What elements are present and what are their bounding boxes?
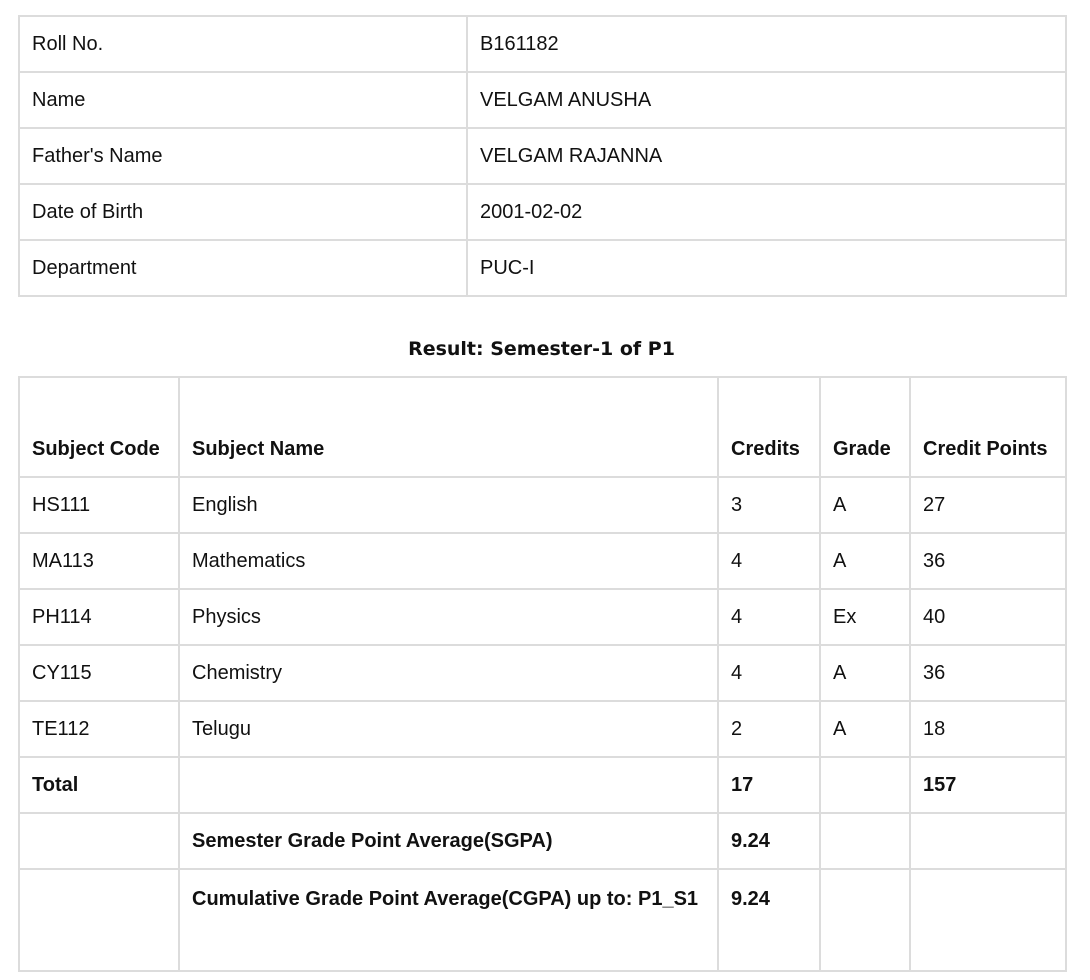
cgpa-empty-cell bbox=[19, 869, 179, 971]
subject-grade: A bbox=[820, 701, 910, 757]
info-label: Date of Birth bbox=[19, 184, 467, 240]
total-empty-cell bbox=[179, 757, 718, 813]
subject-credits: 2 bbox=[718, 701, 820, 757]
subject-points: 27 bbox=[910, 477, 1066, 533]
subject-name: Telugu bbox=[179, 701, 718, 757]
total-label: Total bbox=[19, 757, 179, 813]
subject-name: Physics bbox=[179, 589, 718, 645]
subject-points: 36 bbox=[910, 533, 1066, 589]
subject-code: CY115 bbox=[19, 645, 179, 701]
subject-code: HS111 bbox=[19, 477, 179, 533]
subject-row bbox=[19, 645, 1066, 701]
subject-name: Chemistry bbox=[179, 645, 718, 701]
result-title: Result: Semester-1 of P1 bbox=[408, 338, 675, 360]
result-table bbox=[18, 376, 1067, 972]
subject-credits: 4 bbox=[718, 645, 820, 701]
sgpa-value: 9.24 bbox=[718, 813, 820, 869]
sgpa-empty-cell bbox=[910, 813, 1066, 869]
info-row-name bbox=[19, 72, 1066, 128]
student-info-table bbox=[18, 15, 1067, 297]
info-label: Name bbox=[19, 72, 467, 128]
subject-credits: 3 bbox=[718, 477, 820, 533]
subject-row bbox=[19, 533, 1066, 589]
header-credit-points: Credit Points bbox=[910, 377, 1066, 477]
cgpa-empty-cell bbox=[820, 869, 910, 971]
cgpa-value: 9.24 bbox=[718, 869, 820, 971]
header-credits: Credits bbox=[718, 377, 820, 477]
subject-points: 18 bbox=[910, 701, 1066, 757]
header-grade: Grade bbox=[820, 377, 910, 477]
info-value: PUC-I bbox=[467, 240, 1066, 296]
subject-row bbox=[19, 477, 1066, 533]
subject-code: MA113 bbox=[19, 533, 179, 589]
sgpa-label: Semester Grade Point Average(SGPA) bbox=[179, 813, 718, 869]
cgpa-empty-cell bbox=[910, 869, 1066, 971]
subject-grade: Ex bbox=[820, 589, 910, 645]
total-credits: 17 bbox=[718, 757, 820, 813]
subject-row bbox=[19, 701, 1066, 757]
sgpa-empty-cell bbox=[820, 813, 910, 869]
info-row-date-of-birth bbox=[19, 184, 1066, 240]
header-subject-name: Subject Name bbox=[179, 377, 718, 477]
subject-credits: 4 bbox=[718, 589, 820, 645]
subject-grade: A bbox=[820, 645, 910, 701]
result-header-row bbox=[19, 377, 1066, 477]
total-points: 157 bbox=[910, 757, 1066, 813]
total-empty-cell bbox=[820, 757, 910, 813]
info-row-department bbox=[19, 240, 1066, 296]
info-label: Father's Name bbox=[19, 128, 467, 184]
sgpa-empty-cell bbox=[19, 813, 179, 869]
subject-name: English bbox=[179, 477, 718, 533]
cgpa-label: Cumulative Grade Point Average(CGPA) up to: P1_S1 bbox=[179, 869, 718, 971]
subject-code: TE112 bbox=[19, 701, 179, 757]
info-label: Department bbox=[19, 240, 467, 296]
info-row-father-name bbox=[19, 128, 1066, 184]
info-value: VELGAM ANUSHA bbox=[467, 72, 1066, 128]
info-label: Roll No. bbox=[19, 16, 467, 72]
subject-points: 40 bbox=[910, 589, 1066, 645]
subject-grade: A bbox=[820, 533, 910, 589]
info-value: VELGAM RAJANNA bbox=[467, 128, 1066, 184]
total-row bbox=[19, 757, 1066, 813]
subject-row bbox=[19, 589, 1066, 645]
info-value: 2001-02-02 bbox=[467, 184, 1066, 240]
info-value: B161182 bbox=[467, 16, 1066, 72]
subject-name: Mathematics bbox=[179, 533, 718, 589]
subject-code: PH114 bbox=[19, 589, 179, 645]
header-subject-code: Subject Code bbox=[19, 377, 179, 477]
info-row-roll-no bbox=[19, 16, 1066, 72]
sgpa-row bbox=[19, 813, 1066, 869]
subject-points: 36 bbox=[910, 645, 1066, 701]
cgpa-row bbox=[19, 869, 1066, 971]
subject-credits: 4 bbox=[718, 533, 820, 589]
subject-grade: A bbox=[820, 477, 910, 533]
